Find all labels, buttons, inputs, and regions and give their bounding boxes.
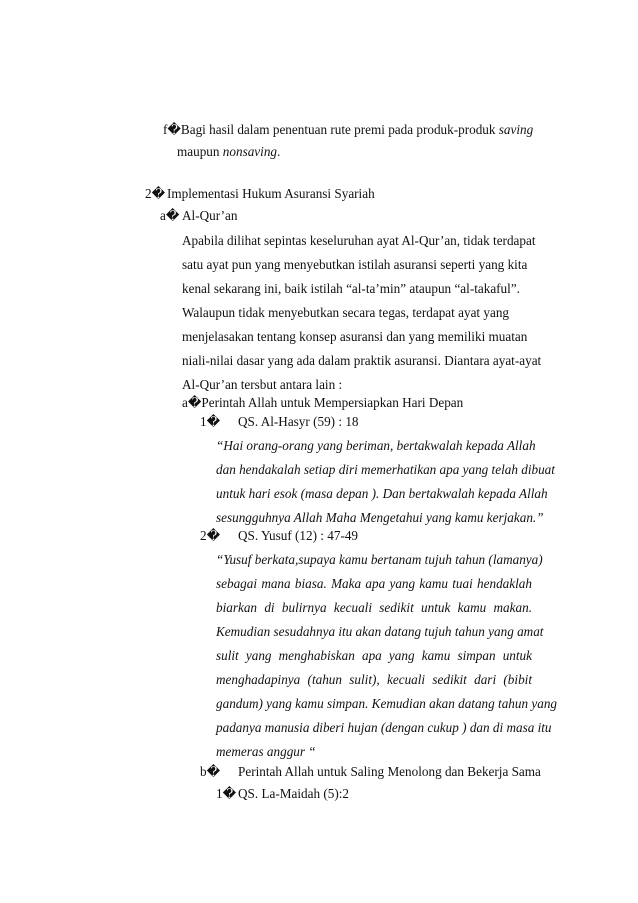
point-title: Perintah Allah untuk Mempersiapkan Hari Depan: [201, 395, 464, 410]
quote-line: “Yusuf berkata,supaya kamu bertanam tujuh tahun (lamanya): [216, 552, 543, 567]
quote-line: sulit yang menghabiskan apa yang kamu simpan untuk: [216, 648, 532, 663]
list-item-f-continuation: [177, 143, 280, 161]
verse-ref: QS. La-Maidah (5):2: [238, 786, 349, 801]
subsection-title: Al-Qur’an: [182, 208, 238, 223]
point-marker: a�: [182, 395, 202, 410]
paragraph-line: menjelasakan tentang konsep asuransi dan yang memiliki muatan: [182, 329, 528, 344]
item-italic-term: nonsaving: [222, 144, 278, 159]
section-heading: [145, 185, 375, 203]
quote-line: padanya manusia diberi hujan (dengan cukup ) dan di masa itu: [216, 720, 552, 735]
quote-line: dan hendakalah setiap diri memerhatikan apa yang telah dibuat: [216, 462, 555, 477]
verse-marker: 2�: [200, 528, 221, 543]
item-italic-term: saving: [498, 122, 534, 137]
verse-reference: [200, 413, 359, 431]
paragraph-line: satu ayat pun yang menyebutkan istilah asuransi seperti yang kita: [182, 257, 528, 272]
paragraph-line: niali-nilai dasar yang ada dalam praktik asuransi. Diantara ayat-ayat: [182, 353, 542, 368]
verse-marker: 1�: [200, 414, 221, 429]
quote-line: gandum) yang kamu simpan. Kemudian akan datang tahun yang: [216, 696, 558, 711]
quote-line: sesungguhnya Allah Maha Mengetahui yang kamu kerjakan.”: [216, 510, 544, 525]
paragraph-line: kenal sekarang ini, baik istilah “al-ta’min” ataupun “al-takaful”.: [182, 281, 520, 296]
subsection-marker: a�: [160, 208, 180, 223]
section-marker: 2�: [145, 186, 166, 201]
point-title: Perintah Allah untuk Saling Menolong dan Bekerja Sama: [238, 764, 541, 779]
quote-line: menghadapinya (tahun sulit), kecuali sedikit dari (bibit: [216, 672, 532, 687]
quote-line: untuk hari esok (masa depan ). Dan bertakwalah kepada Allah: [216, 486, 548, 501]
quote-line: sebagai mana biasa. Maka apa yang kamu tuai hendaklah: [216, 576, 532, 591]
item-text-end: .: [277, 144, 281, 159]
point-marker: b�: [200, 764, 221, 779]
quote-line: “Hai orang-orang yang beriman, bertakwalah kepada Allah: [216, 438, 536, 453]
paragraph-line: Walaupun tidak menyebutkan secara tegas, terdapat ayat yang: [182, 305, 510, 320]
verse-reference: [200, 527, 358, 545]
list-item-f: [163, 121, 533, 139]
point-heading: [182, 394, 463, 412]
verse-marker: 1�: [216, 786, 237, 801]
paragraph-line: Apabila dilihat sepintas keseluruhan ayat Al-Qur’an, tidak terdapat: [182, 233, 536, 248]
verse-ref: QS. Yusuf (12) : 47-49: [238, 528, 359, 543]
verse-reference: [216, 785, 349, 803]
list-marker: f�: [163, 122, 181, 137]
section-title: Implementasi Hukum Asuransi Syariah: [167, 186, 375, 201]
verse-ref: QS. Al-Hasyr (59) : 18: [238, 414, 359, 429]
item-text: Bagi hasil dalam penentuan rute premi pada produk-produk: [180, 122, 499, 137]
subsection-heading: [160, 207, 237, 225]
point-heading: [200, 763, 541, 781]
quote-line: Kemudian sesudahnya itu akan datang tujuh tahun yang amat: [216, 624, 544, 639]
paragraph-line: Al-Qur’an tersbut antara lain :: [182, 377, 343, 392]
quote-line: biarkan di bulirnya kecuali sedikit untuk kamu makan.: [216, 600, 532, 615]
item-text: maupun: [177, 144, 223, 159]
quote-line: memeras anggur “: [216, 744, 316, 759]
